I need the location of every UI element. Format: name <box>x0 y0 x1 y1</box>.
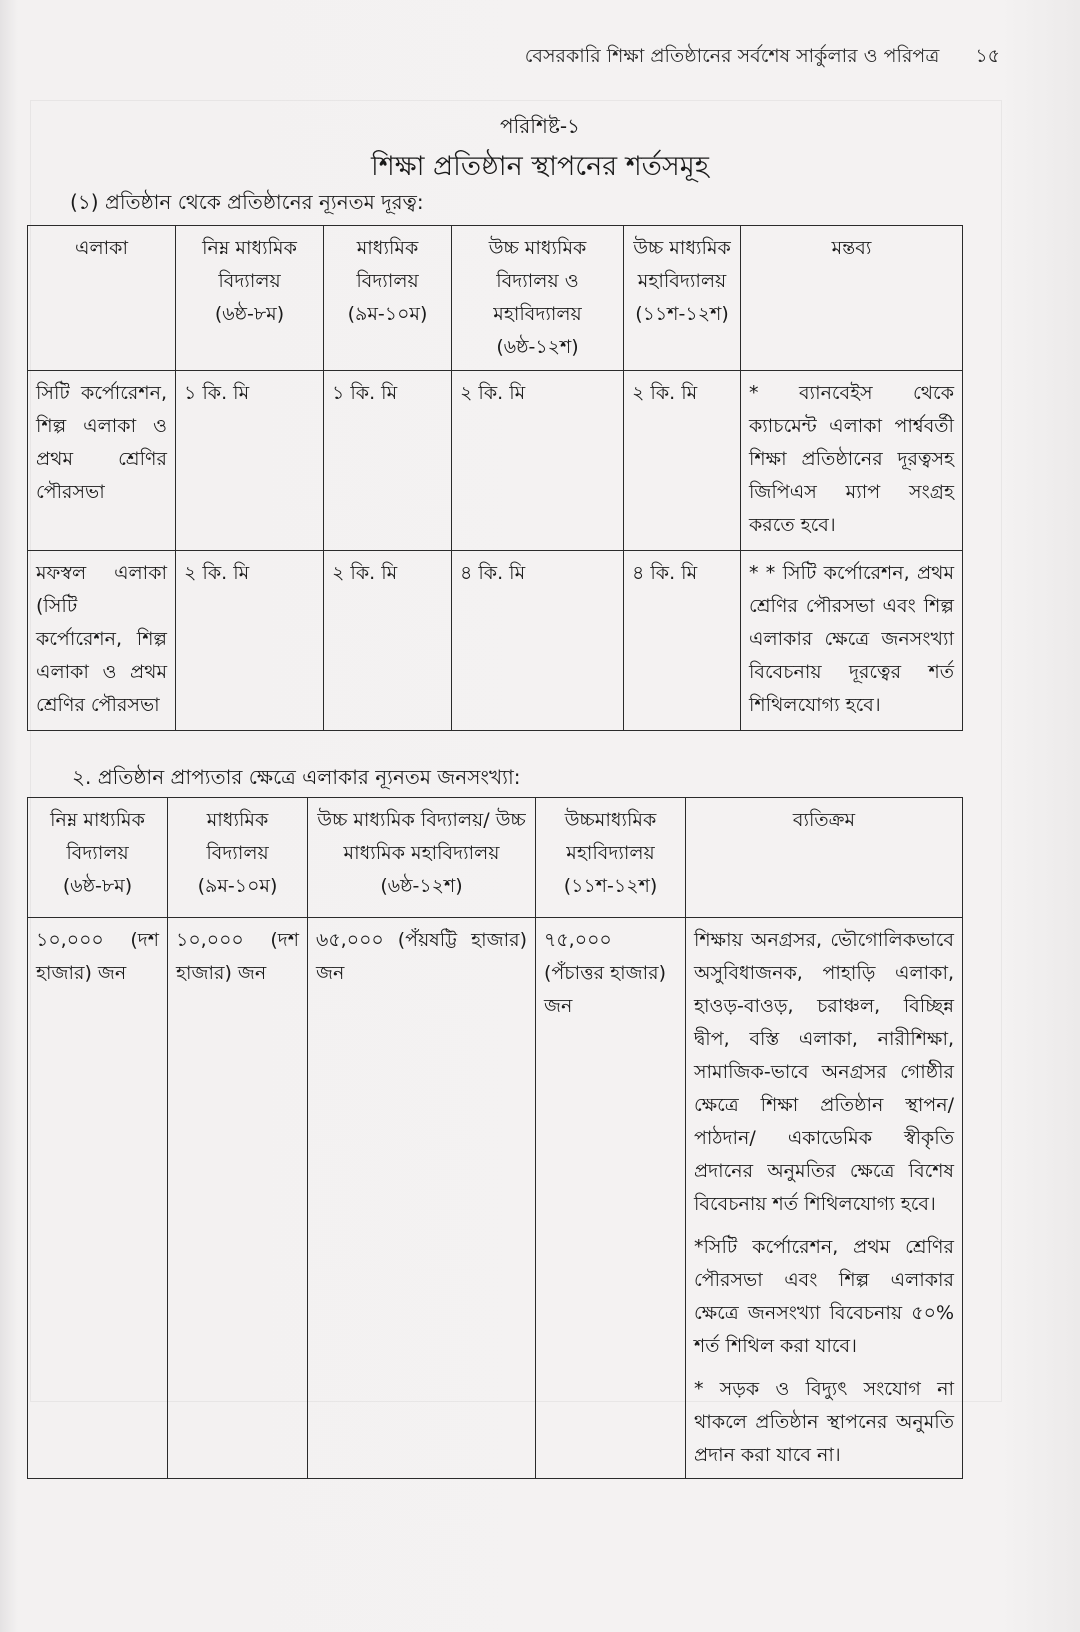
running-header <box>0 42 1000 74</box>
cell-exceptions <box>686 918 963 1479</box>
col-header-secondary: মাধ্যমিক বিদ্যালয় (৯ম-১০ম) <box>324 226 452 371</box>
exception-paragraph: শিক্ষায় অনগ্রসর, ভৌগোলিকভাবে অসুবিধাজনক, পাহাড়ি এলাকা, হাওড়-বাওড়, চরাঞ্চল, বিচ্ছিন্ন দ্বীপ, বস্তি এলাকা, নারীশিক্ষা, সামাজিক-ভাবে অনগ্রসর গোষ্ঠীর ক্ষেত্রে শিক্ষা প্রতিষ্ঠান স্থাপন/ পাঠদান/ একাডেমিক স্বীকৃতি প্রদানের অনুমতির ক্ষেত্রে বিশেষ বিবেচনায় শর্ত শিথিলযোগ্য হবে। <box>694 929 954 1215</box>
exception-paragraph: * সড়ক ও বিদ্যুৎ সংযোগ না থাকলে প্রতিষ্ঠান স্থাপনের অনুমতি প্রদান করা যাবে না। <box>694 1378 954 1466</box>
col-header-higher-secondary-school-college: উচ্চ মাধ্যমিক বিদ্যালয় ও মহাবিদ্যালয় (৬ষ্ঠ-১২শ) <box>452 226 624 371</box>
col-header-lower-secondary: নিম্ন মাধ্যমিক বিদ্যালয় (৬ষ্ঠ-৮ম) <box>176 226 324 371</box>
cell-area: মফস্বল এলাকা (সিটি কর্পোরেশন, শিল্প এলাকা ও প্রথম শ্রেণির পৌরসভা <box>28 551 176 731</box>
table-row <box>28 371 963 551</box>
cell-higher-secondary-college: ৭৫,০০০ (পঁচাত্তর হাজার) জন <box>536 918 686 1479</box>
col-header-higher-secondary-college: উচ্চ মাধ্যমিক মহাবিদ্যালয় (১১শ-১২শ) <box>624 226 741 371</box>
cell-lower-secondary: ১০,০০০ (দশ হাজার) জন <box>28 918 168 1479</box>
cell-higher-secondary-college: ৪ কি. মি <box>624 551 741 731</box>
section1-heading: (১) প্রতিষ্ঠান থেকে প্রতিষ্ঠানের ন্যূনতম দূরত্ব: <box>70 190 424 214</box>
col-header-remark: মন্তব্য <box>741 226 963 371</box>
col-header-exceptions: ব্যতিক্রম <box>686 798 963 918</box>
col-header-higher-secondary-college: উচ্চমাধ্যমিক মহাবিদ্যালয় (১১শ-১২শ) <box>536 798 686 918</box>
cell-secondary: ১ কি. মি <box>324 371 452 551</box>
table-row <box>28 551 963 731</box>
col-header-secondary: মাধ্যমিক বিদ্যালয় (৯ম-১০ম) <box>168 798 308 918</box>
exception-paragraph: *সিটি কর্পোরেশন, প্রথম শ্রেণির পৌরসভা এবং শিল্প এলাকার ক্ষেত্রে জনসংখ্যা বিবেচনায় ৫০% শর্ত শিথিল করা যাবে। <box>694 1236 954 1357</box>
cell-area: সিটি কর্পোরেশন, শিল্প এলাকা ও প্রথম শ্রেণির পৌরসভা <box>28 371 176 551</box>
cell-higher-secondary-school-college: ৪ কি. মি <box>452 551 624 731</box>
distance-table <box>27 225 963 731</box>
cell-remark: * ব্যানবেইস থেকে ক্যাচমেন্ট এলাকা পার্শ্ববর্তী শিক্ষা প্রতিষ্ঠানের দূরত্বসহ জিপিএস ম্যাপ সংগ্রহ করতে হবে। <box>741 371 963 551</box>
table-row <box>28 918 963 1479</box>
page-number: ১৫ <box>975 45 1000 67</box>
running-header-text: বেসরকারি শিক্ষা প্রতিষ্ঠানের সর্বশেষ সার্কুলার ও পরিপত্র <box>524 45 940 67</box>
col-header-lower-secondary: নিম্ন মাধ্যমিক বিদ্যালয় (৬ষ্ঠ-৮ম) <box>28 798 168 918</box>
cell-lower-secondary: ১ কি. মি <box>176 371 324 551</box>
cell-secondary: ১০,০০০ (দশ হাজার) জন <box>168 918 308 1479</box>
appendix-label: পরিশিষ্ট-১ <box>499 114 581 138</box>
page-title: শিক্ষা প্রতিষ্ঠান স্থাপনের শর্তসমূহ <box>371 151 709 182</box>
cell-remark: * * সিটি কর্পোরেশন, প্রথম শ্রেণির পৌরসভা এবং শিল্প এলাকার ক্ষেত্রে জনসংখ্যা বিবেচনায় দূরত্বের শর্ত শিথিলযোগ্য হবে। <box>741 551 963 731</box>
cell-higher-secondary-school-college: ৬৫,০০০ (পঁয়ষট্টি হাজার) জন <box>308 918 536 1479</box>
section2-heading: ২. প্রতিষ্ঠান প্রাপ্যতার ক্ষেত্রে এলাকার ন্যূনতম জনসংখ্যা: <box>72 765 521 789</box>
cell-lower-secondary: ২ কি. মি <box>176 551 324 731</box>
col-header-higher-secondary-school-college: উচ্চ মাধ্যমিক বিদ্যালয়/ উচ্চ মাধ্যমিক মহাবিদ্যালয় (৬ষ্ঠ-১২শ) <box>308 798 536 918</box>
col-header-area: এলাকা <box>28 226 176 371</box>
cell-higher-secondary-school-college: ২ কি. মি <box>452 371 624 551</box>
cell-higher-secondary-college: ২ কি. মি <box>624 371 741 551</box>
cell-secondary: ২ কি. মি <box>324 551 452 731</box>
population-table <box>27 797 963 1479</box>
